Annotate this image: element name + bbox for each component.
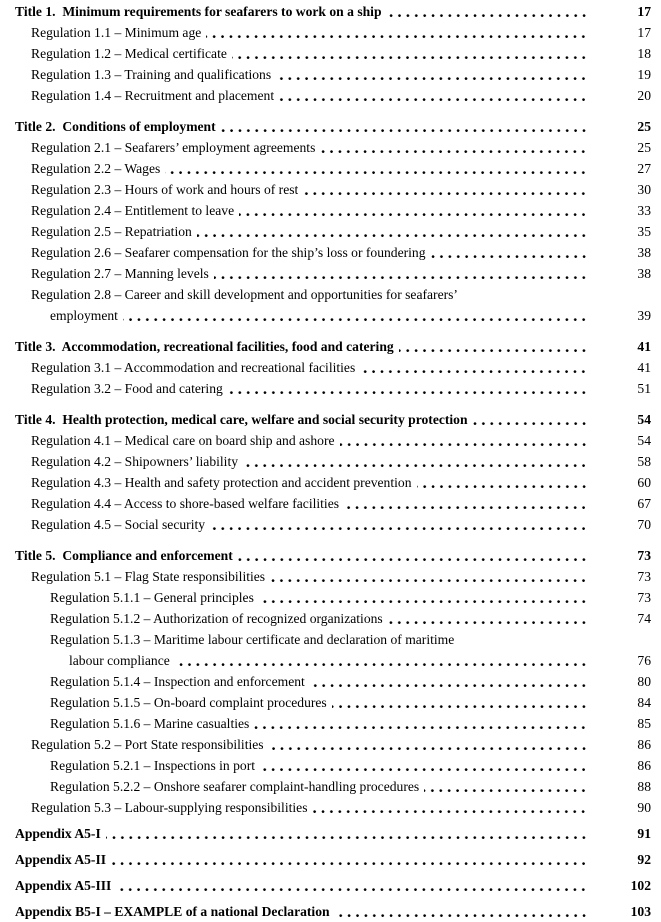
dot-leader-icon — [332, 692, 588, 713]
toc-row[interactable] — [0, 776, 651, 797]
toc-entry-page: 70 — [637, 517, 651, 532]
dot-leader-icon — [276, 64, 588, 85]
dot-leader-icon — [279, 85, 588, 106]
toc-row[interactable] — [0, 43, 651, 64]
dot-leader-icon — [473, 409, 588, 430]
toc-entry-page: 73 — [637, 569, 651, 584]
toc-entry-label: Title 3. Accommodation, recreational facilities, food and catering — [15, 339, 394, 354]
toc-entry-label: Regulation 4.5 – Social security — [31, 517, 206, 532]
toc-entry-label: Regulation 2.5 – Repatriation — [31, 224, 192, 239]
toc-row[interactable] — [0, 901, 651, 922]
toc-entry-page: 18 — [637, 46, 651, 61]
toc-entry-label: Title 2. Conditions of employment — [15, 119, 216, 134]
dot-leader-icon — [360, 357, 588, 378]
toc-entry-label: Regulation 5.2 – Port State responsibilities — [31, 737, 264, 752]
toc-row[interactable] — [0, 22, 651, 43]
toc-entry-label: Regulation 2.7 – Manning levels — [31, 266, 209, 281]
toc-row[interactable] — [0, 587, 651, 608]
toc-entry-page: 17 — [637, 4, 651, 19]
dot-leader-icon — [238, 545, 588, 566]
toc-entry-label: Appendix B5-I – EXAMPLE of a national Declaration — [15, 904, 330, 919]
dot-leader-icon — [259, 587, 588, 608]
toc-entry-page: 20 — [637, 88, 651, 103]
toc-entry-label: Regulation 3.2 – Food and catering — [31, 381, 223, 396]
toc-row[interactable] — [0, 64, 651, 85]
dot-leader-icon — [340, 430, 588, 451]
dot-leader-icon — [417, 472, 589, 493]
toc-entry-label: Appendix A5-I — [15, 826, 101, 841]
toc-entry-page: 54 — [637, 412, 651, 427]
toc-entry-page: 38 — [637, 245, 651, 260]
toc-row[interactable] — [0, 671, 651, 692]
toc-entry-label: Regulation 1.2 – Medical certificate — [31, 46, 227, 61]
toc-entry-label: Regulation 5.1.2 – Authorization of recognized organizations — [50, 611, 383, 626]
toc-entry-label: Appendix A5-III — [15, 878, 112, 893]
toc-entry-page: 80 — [637, 674, 651, 689]
toc-entry-page: 74 — [637, 611, 651, 626]
toc-entry-label: Regulation 2.6 – Seafarer compensation for the ship’s loss or foundering — [31, 245, 426, 260]
toc-entry-label: Regulation 5.2.2 – Onshore seafarer complaint-handling procedures — [50, 779, 420, 794]
toc-entry-page: 41 — [637, 339, 651, 354]
toc-entry-page: 33 — [637, 203, 651, 218]
toc-entry-page: 54 — [637, 433, 651, 448]
dot-leader-icon — [424, 776, 588, 797]
toc-entry-label: Regulation 5.3 – Labour-supplying responsibilities — [31, 800, 308, 815]
dot-leader-icon — [431, 242, 588, 263]
dot-leader-icon — [335, 901, 588, 922]
dot-leader-icon — [214, 263, 588, 284]
dot-leader-icon — [111, 849, 588, 870]
toc-row[interactable] — [0, 1, 651, 22]
toc-entry-page: 60 — [637, 475, 651, 490]
toc-entry-label: Regulation 5.1.4 – Inspection and enforcement — [50, 674, 305, 689]
toc-entry-page: 17 — [637, 25, 651, 40]
toc-entry-page: 76 — [637, 653, 651, 668]
toc-row[interactable] — [0, 284, 651, 326]
toc-entry-page: 25 — [637, 140, 651, 155]
toc-row[interactable] — [0, 242, 651, 263]
toc-entry-label: Regulation 1.4 – Recruitment and placement — [31, 88, 275, 103]
toc-entry-label: Regulation 2.1 – Seafarers’ employment agreements — [31, 140, 316, 155]
dot-leader-icon — [197, 221, 588, 242]
toc-row[interactable] — [0, 85, 651, 106]
toc-entry-page: 84 — [637, 695, 651, 710]
dot-leader-icon — [254, 713, 588, 734]
dot-leader-icon — [232, 43, 588, 64]
toc-entry-page: 25 — [637, 119, 651, 134]
dot-leader-icon — [123, 305, 588, 326]
toc-entry-label: Appendix A5-II — [15, 852, 107, 867]
toc-row[interactable] — [0, 545, 651, 566]
toc-entry-page: 90 — [637, 800, 651, 815]
toc-row[interactable] — [0, 514, 651, 535]
toc-entry-page: 73 — [637, 548, 651, 563]
toc-row[interactable] — [0, 713, 651, 734]
dot-leader-icon — [206, 22, 588, 43]
dot-leader-icon — [270, 566, 588, 587]
toc-entry-page: 102 — [630, 878, 651, 893]
toc-row[interactable] — [0, 849, 651, 870]
toc-row[interactable] — [0, 451, 651, 472]
toc-row[interactable] — [0, 734, 651, 755]
toc-entry-label: Regulation 3.1 – Accommodation and recreational facilities — [31, 360, 356, 375]
dot-leader-icon — [210, 514, 588, 535]
dot-leader-icon — [310, 671, 588, 692]
dot-leader-icon — [221, 116, 588, 137]
toc-entry-label: Regulation 5.1.6 – Marine casualties — [50, 716, 250, 731]
toc-entry-continuation: employment — [50, 308, 118, 323]
toc-row[interactable] — [0, 158, 651, 179]
dot-leader-icon — [320, 137, 588, 158]
toc-row[interactable] — [0, 755, 651, 776]
toc-entry-label: Regulation 5.1.5 – On-board complaint procedures — [50, 695, 327, 710]
dot-leader-icon — [165, 158, 588, 179]
toc-entry-label: Title 4. Health protection, medical care, welfare and social security protection — [15, 412, 468, 427]
toc-entry-page: 41 — [637, 360, 651, 375]
toc-entry-label: Regulation 2.4 – Entitlement to leave — [31, 203, 235, 218]
toc-row[interactable] — [0, 357, 651, 378]
toc-row[interactable] — [0, 823, 651, 844]
toc-entry-page: 38 — [637, 266, 651, 281]
toc-entry-page: 19 — [637, 67, 651, 82]
toc-entry-label: Regulation 5.1.1 – General principles — [50, 590, 254, 605]
toc-row[interactable] — [0, 221, 651, 242]
toc-row[interactable] — [0, 493, 651, 514]
dot-leader-icon — [388, 608, 588, 629]
dot-leader-icon — [269, 734, 588, 755]
toc-entry-page: 88 — [637, 779, 651, 794]
dot-leader-icon — [344, 493, 588, 514]
toc-row[interactable] — [0, 116, 651, 137]
toc-entry-label: Regulation 5.1 – Flag State responsibilities — [31, 569, 266, 584]
toc-entry-label: Regulation 2.8 – Career and skill development and opportunities for seafarers’ — [31, 287, 458, 302]
toc-entry-page: 85 — [637, 716, 651, 731]
toc-row[interactable] — [0, 472, 651, 493]
toc-entry-label: Title 1. Minimum requirements for seafarers to work on a ship — [15, 4, 382, 19]
toc-entry-label: Regulation 4.3 – Health and safety protection and accident prevention — [31, 475, 412, 490]
toc-row[interactable] — [0, 179, 651, 200]
toc-row[interactable] — [0, 875, 651, 896]
toc-row[interactable] — [0, 137, 651, 158]
toc-entry-label: Regulation 5.1.3 – Maritime labour certificate and declaration of maritime — [50, 632, 455, 647]
toc-entry-page: 39 — [637, 308, 651, 323]
dot-leader-icon — [399, 336, 588, 357]
toc-entry-label: Title 5. Compliance and enforcement — [15, 548, 233, 563]
dot-leader-icon — [175, 650, 588, 671]
toc-row[interactable] — [0, 608, 651, 629]
toc-entry-page: 91 — [637, 826, 651, 841]
toc-row[interactable] — [0, 409, 651, 430]
toc-entry-label: Regulation 4.1 – Medical care on board ship and ashore — [31, 433, 335, 448]
dot-leader-icon — [303, 179, 588, 200]
toc-entry-page: 92 — [637, 852, 651, 867]
dot-leader-icon — [106, 823, 588, 844]
toc-entry-label: Regulation 2.3 – Hours of work and hours of rest — [31, 182, 299, 197]
toc-row[interactable] — [0, 430, 651, 451]
toc-entry-page: 103 — [630, 904, 651, 919]
toc-entry-page: 30 — [637, 182, 651, 197]
toc-entry-label: Regulation 2.2 – Wages — [31, 161, 161, 176]
toc-entry-label: Regulation 4.2 – Shipowners’ liability — [31, 454, 239, 469]
toc-row[interactable] — [0, 692, 651, 713]
toc-row[interactable] — [0, 378, 651, 399]
toc-entry-page: 58 — [637, 454, 651, 469]
toc-entry-page: 67 — [637, 496, 651, 511]
toc-row[interactable] — [0, 263, 651, 284]
dot-leader-icon — [260, 755, 588, 776]
toc-entry-page: 35 — [637, 224, 651, 239]
toc-entry-page: 86 — [637, 737, 651, 752]
toc-entry-page: 86 — [637, 758, 651, 773]
toc-entry-page: 51 — [637, 381, 651, 396]
dot-leader-icon — [387, 1, 588, 22]
toc-entry-page: 73 — [637, 590, 651, 605]
toc-entry-continuation: labour compliance — [69, 653, 170, 668]
toc-row[interactable] — [0, 797, 651, 818]
toc-row[interactable] — [0, 629, 651, 671]
toc-row[interactable] — [0, 336, 651, 357]
toc-entry-label: Regulation 4.4 – Access to shore-based welfare facilities — [31, 496, 340, 511]
toc-entry-label: Regulation 1.3 – Training and qualifications — [31, 67, 272, 82]
dot-leader-icon — [312, 797, 588, 818]
toc-entry-label: Regulation 1.1 – Minimum age — [31, 25, 202, 40]
toc-row[interactable] — [0, 566, 651, 587]
toc-entry-page: 27 — [637, 161, 651, 176]
dot-leader-icon — [239, 200, 588, 221]
toc-row[interactable] — [0, 200, 651, 221]
dot-leader-icon — [228, 378, 588, 399]
toc-entry-label: Regulation 5.2.1 – Inspections in port — [50, 758, 256, 773]
dot-leader-icon — [243, 451, 588, 472]
dot-leader-icon — [116, 875, 588, 896]
